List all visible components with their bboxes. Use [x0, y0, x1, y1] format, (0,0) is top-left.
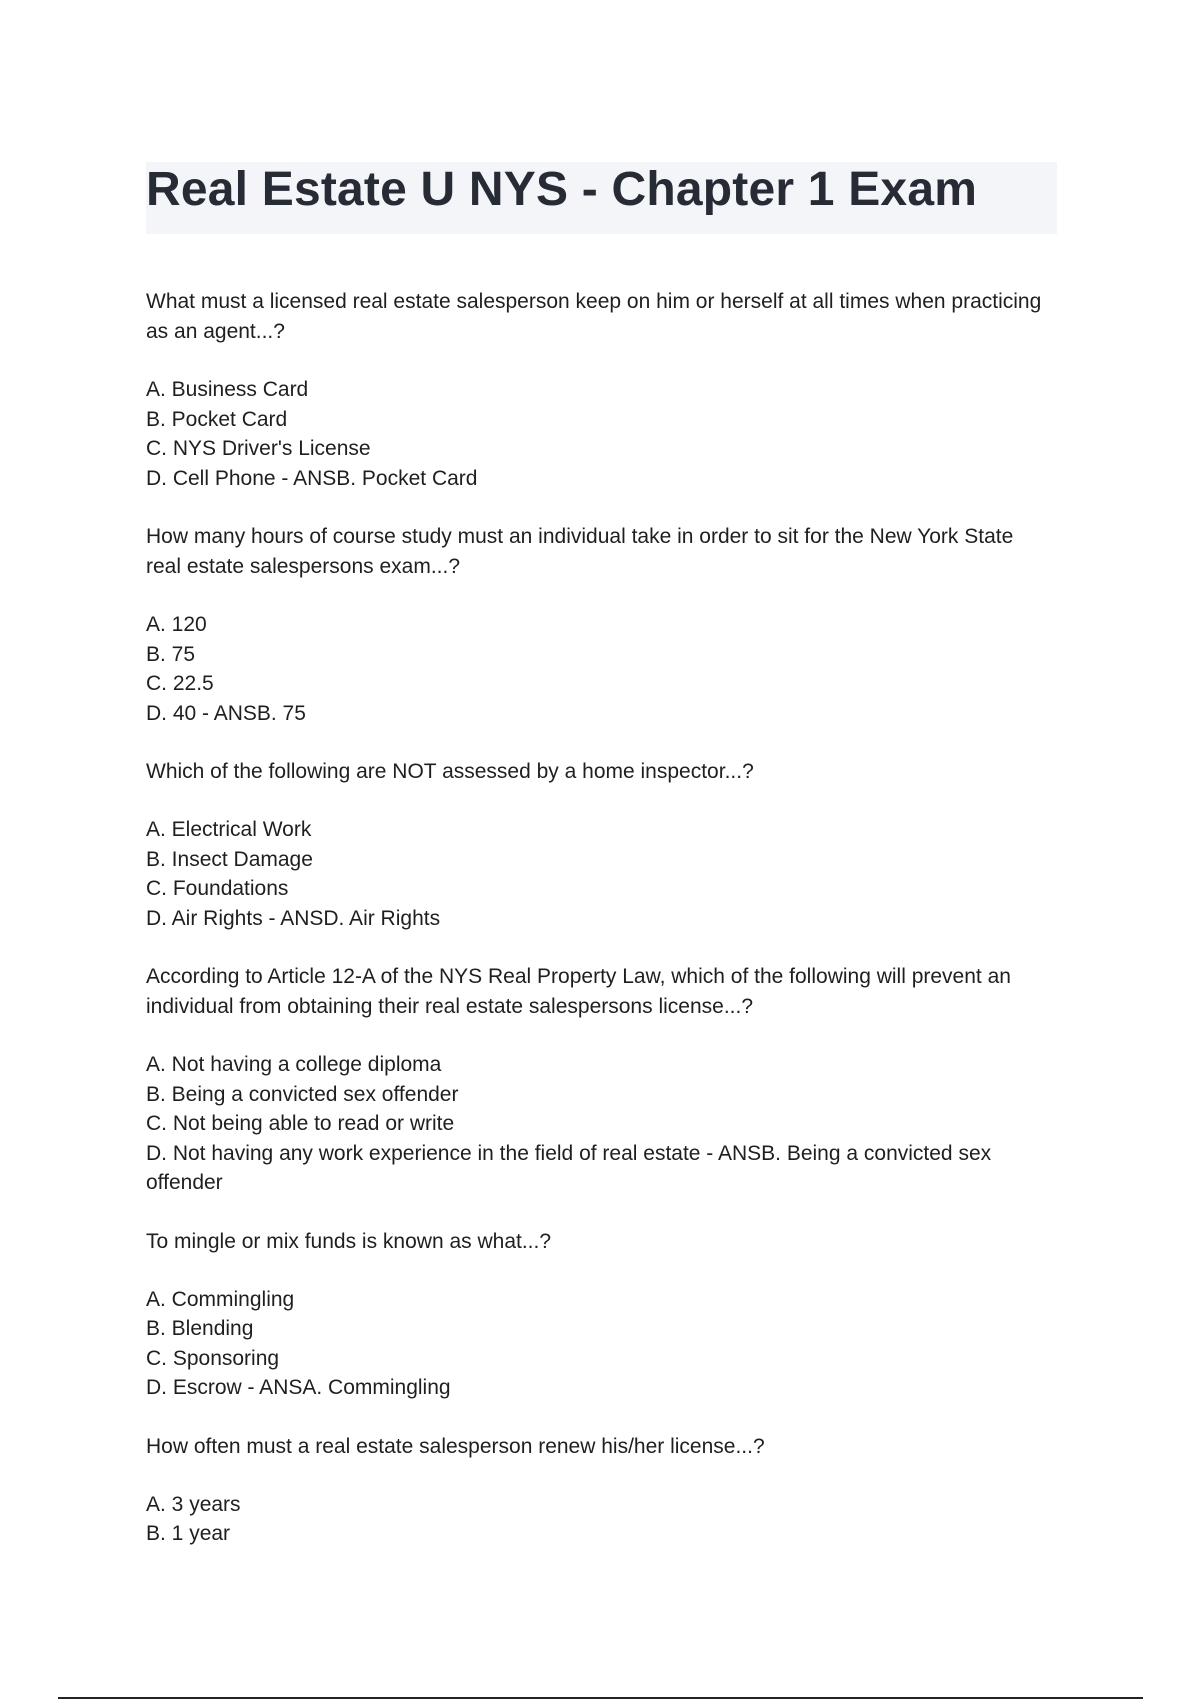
answer-option: A. Not having a college diploma	[146, 1053, 442, 1076]
footer-divider	[58, 1697, 1143, 1699]
answer-option: C. 22.5	[146, 672, 214, 695]
answer-options	[146, 1285, 1046, 1403]
question-text: According to Article 12-A of the NYS Real Property Law, which of the following will prevent an individual from obtaining their real estate salespersons license...?	[146, 965, 1011, 1018]
question-block	[146, 1432, 1046, 1549]
answer-option: B. Blending	[146, 1317, 254, 1340]
answer-option: A. 120	[146, 613, 207, 636]
question-text: Which of the following are NOT assessed by a home inspector...?	[146, 760, 754, 783]
question-block	[146, 757, 1046, 933]
answer-option: A. Electrical Work	[146, 818, 312, 841]
answer-option: B. Insect Damage	[146, 847, 313, 871]
answer-options	[146, 375, 1046, 493]
question-block	[146, 287, 1046, 493]
question-block	[146, 962, 1046, 1198]
answer-option: C. Foundations	[146, 877, 289, 900]
question-text: How often must a real estate salesperson renew his/her license...?	[146, 1434, 765, 1458]
answer-options	[146, 1490, 1046, 1549]
answer-option: A. Business Card	[146, 378, 309, 401]
question-text: How many hours of course study must an individual take in order to sit for the New York State real estate salespersons exam...?	[146, 525, 1014, 578]
answer-option: C. Sponsoring	[146, 1346, 280, 1370]
answer-options	[146, 610, 1046, 728]
answer-options	[146, 815, 1046, 933]
answer-options	[146, 1050, 1046, 1198]
answer-option: A. 3 years	[146, 1492, 241, 1516]
answer-option: D. Escrow - ANSA. Commingling	[146, 1376, 451, 1399]
page-title: Real Estate U NYS - Chapter 1 Exam	[146, 163, 978, 216]
question-text: To mingle or mix funds is known as what...?	[146, 1229, 552, 1253]
answer-option: A. Commingling	[146, 1287, 295, 1311]
answer-option: C. Not being able to read or write	[146, 1112, 455, 1135]
question-block	[146, 522, 1046, 728]
answer-option: D. Air Rights - ANSD. Air Rights	[146, 906, 441, 930]
question-block	[146, 1227, 1046, 1403]
answer-option: D. Not having any work experience in the field of real estate - ANSB. Being a convicted sex offender	[146, 1141, 992, 1194]
question-list	[146, 287, 1046, 1578]
answer-option: B. 75	[146, 642, 196, 666]
answer-option: D. Cell Phone - ANSB. Pocket Card	[146, 466, 478, 490]
answer-option: B. Being a convicted sex offender	[146, 1082, 459, 1106]
answer-option: C. NYS Driver's License	[146, 437, 371, 460]
question-text: What must a licensed real estate salesperson keep on him or herself at all times when practicing as an agent...?	[146, 290, 1042, 343]
answer-option: B. Pocket Card	[146, 407, 288, 431]
answer-option: D. 40 - ANSB. 75	[146, 701, 306, 725]
answer-option: B. 1 year	[146, 1522, 231, 1545]
